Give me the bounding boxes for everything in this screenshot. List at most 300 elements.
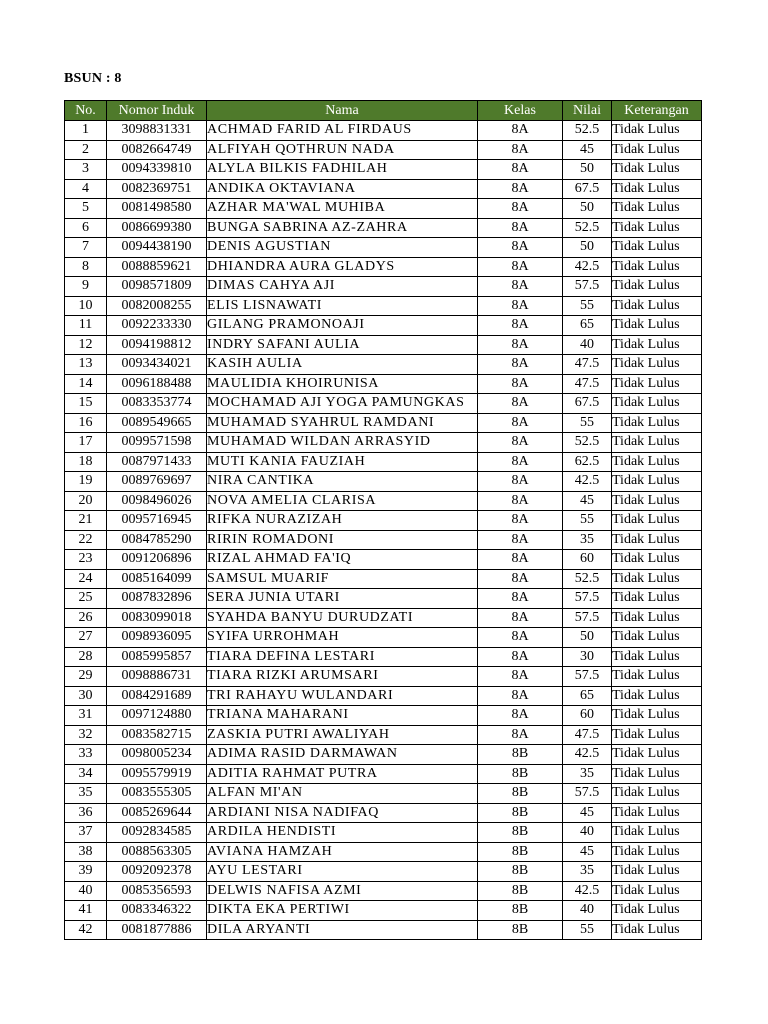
- column-header-nilai: Nilai: [563, 101, 612, 121]
- cell-nama: ANDIKA OKTAVIANA: [207, 179, 478, 199]
- cell-no: 34: [65, 764, 107, 784]
- cell-kelas: 8A: [478, 530, 563, 550]
- cell-keterangan: Tidak Lulus: [612, 725, 702, 745]
- cell-nama: DILA ARYANTI: [207, 920, 478, 940]
- cell-no: 24: [65, 569, 107, 589]
- cell-nilai: 60: [563, 550, 612, 570]
- table-row: [65, 199, 702, 219]
- cell-nilai: 35: [563, 530, 612, 550]
- table-row: [65, 608, 702, 628]
- cell-nilai: 65: [563, 686, 612, 706]
- cell-nomor-induk: 0098936095: [107, 628, 207, 648]
- cell-keterangan: Tidak Lulus: [612, 218, 702, 238]
- cell-nama: ARDILA HENDISTI: [207, 823, 478, 843]
- cell-no: 11: [65, 316, 107, 336]
- results-table: [64, 100, 702, 940]
- cell-nomor-induk: 0098496026: [107, 491, 207, 511]
- cell-keterangan: Tidak Lulus: [612, 472, 702, 492]
- table-row: [65, 569, 702, 589]
- cell-nomor-induk: 0091206896: [107, 550, 207, 570]
- cell-nama: TIARA RIZKI ARUMSARI: [207, 667, 478, 687]
- table-row: [65, 745, 702, 765]
- table-row: [65, 881, 702, 901]
- cell-no: 12: [65, 335, 107, 355]
- cell-nilai: 42.5: [563, 257, 612, 277]
- table-body: [65, 121, 702, 940]
- column-header-nomor-induk: Nomor Induk: [107, 101, 207, 121]
- cell-no: 31: [65, 706, 107, 726]
- cell-nomor-induk: 0099571598: [107, 433, 207, 453]
- cell-no: 4: [65, 179, 107, 199]
- cell-keterangan: Tidak Lulus: [612, 842, 702, 862]
- table-row: [65, 530, 702, 550]
- cell-nama: SAMSUL MUARIF: [207, 569, 478, 589]
- cell-no: 9: [65, 277, 107, 297]
- cell-no: 19: [65, 472, 107, 492]
- cell-keterangan: Tidak Lulus: [612, 335, 702, 355]
- cell-nomor-induk: 0088563305: [107, 842, 207, 862]
- cell-keterangan: Tidak Lulus: [612, 686, 702, 706]
- cell-kelas: 8A: [478, 140, 563, 160]
- cell-nama: DIKTA EKA PERTIWI: [207, 901, 478, 921]
- cell-nomor-induk: 0097124880: [107, 706, 207, 726]
- cell-nomor-induk: 0081498580: [107, 199, 207, 219]
- cell-keterangan: Tidak Lulus: [612, 433, 702, 453]
- table-row: [65, 374, 702, 394]
- table-header: [65, 101, 702, 121]
- cell-nomor-induk: 0094339810: [107, 160, 207, 180]
- cell-nilai: 40: [563, 335, 612, 355]
- cell-keterangan: Tidak Lulus: [612, 667, 702, 687]
- cell-keterangan: Tidak Lulus: [612, 355, 702, 375]
- cell-keterangan: Tidak Lulus: [612, 823, 702, 843]
- cell-keterangan: Tidak Lulus: [612, 257, 702, 277]
- cell-keterangan: Tidak Lulus: [612, 491, 702, 511]
- cell-no: 37: [65, 823, 107, 843]
- cell-no: 3: [65, 160, 107, 180]
- cell-kelas: 8A: [478, 472, 563, 492]
- table-row: [65, 823, 702, 843]
- cell-nilai: 55: [563, 296, 612, 316]
- cell-keterangan: Tidak Lulus: [612, 374, 702, 394]
- table-row: [65, 842, 702, 862]
- cell-nama: ALFAN MI'AN: [207, 784, 478, 804]
- cell-keterangan: Tidak Lulus: [612, 394, 702, 414]
- table-row: [65, 472, 702, 492]
- cell-keterangan: Tidak Lulus: [612, 277, 702, 297]
- cell-nomor-induk: 0093434021: [107, 355, 207, 375]
- cell-nilai: 42.5: [563, 881, 612, 901]
- cell-nama: AZHAR MA'WAL MUHIBA: [207, 199, 478, 219]
- column-header-keterangan: Keterangan: [612, 101, 702, 121]
- cell-keterangan: Tidak Lulus: [612, 764, 702, 784]
- cell-nomor-induk: 0095579919: [107, 764, 207, 784]
- cell-kelas: 8A: [478, 491, 563, 511]
- cell-nilai: 62.5: [563, 452, 612, 472]
- cell-nomor-induk: 0083582715: [107, 725, 207, 745]
- table-row: [65, 452, 702, 472]
- table-row: [65, 491, 702, 511]
- cell-kelas: 8B: [478, 920, 563, 940]
- cell-nilai: 30: [563, 647, 612, 667]
- cell-no: 16: [65, 413, 107, 433]
- cell-nilai: 65: [563, 316, 612, 336]
- cell-nomor-induk: 0094438190: [107, 238, 207, 258]
- cell-nomor-induk: 0096188488: [107, 374, 207, 394]
- cell-nomor-induk: 0085995857: [107, 647, 207, 667]
- cell-keterangan: Tidak Lulus: [612, 160, 702, 180]
- column-header-nama: Nama: [207, 101, 478, 121]
- cell-nama: TRIANA MAHARANI: [207, 706, 478, 726]
- cell-nilai: 45: [563, 842, 612, 862]
- cell-nilai: 52.5: [563, 121, 612, 141]
- cell-kelas: 8B: [478, 745, 563, 765]
- cell-kelas: 8A: [478, 433, 563, 453]
- cell-kelas: 8A: [478, 628, 563, 648]
- cell-nilai: 57.5: [563, 784, 612, 804]
- cell-nama: GILANG PRAMONOAJI: [207, 316, 478, 336]
- cell-kelas: 8A: [478, 647, 563, 667]
- cell-nama: MUHAMAD WILDAN ARRASYID: [207, 433, 478, 453]
- table-row: [65, 667, 702, 687]
- cell-nama: AVIANA HAMZAH: [207, 842, 478, 862]
- cell-nomor-induk: 0088859621: [107, 257, 207, 277]
- table-row: [65, 121, 702, 141]
- cell-keterangan: Tidak Lulus: [612, 140, 702, 160]
- cell-no: 30: [65, 686, 107, 706]
- cell-nama: INDRY SAFANI AULIA: [207, 335, 478, 355]
- cell-kelas: 8A: [478, 706, 563, 726]
- cell-nama: SERA JUNIA UTARI: [207, 589, 478, 609]
- cell-no: 15: [65, 394, 107, 414]
- cell-nilai: 52.5: [563, 433, 612, 453]
- cell-nilai: 35: [563, 764, 612, 784]
- cell-nama: DIMAS CAHYA AJI: [207, 277, 478, 297]
- cell-nilai: 55: [563, 413, 612, 433]
- cell-keterangan: Tidak Lulus: [612, 608, 702, 628]
- table-row: [65, 647, 702, 667]
- cell-nilai: 67.5: [563, 394, 612, 414]
- table-row: [65, 316, 702, 336]
- cell-nama: SYAHDA BANYU DURUDZATI: [207, 608, 478, 628]
- table-row: [65, 218, 702, 238]
- cell-no: 17: [65, 433, 107, 453]
- cell-nama: DENIS AGUSTIAN: [207, 238, 478, 258]
- cell-nilai: 57.5: [563, 608, 612, 628]
- cell-no: 8: [65, 257, 107, 277]
- cell-nomor-induk: 0098005234: [107, 745, 207, 765]
- table-row: [65, 706, 702, 726]
- table-row: [65, 335, 702, 355]
- cell-keterangan: Tidak Lulus: [612, 199, 702, 219]
- cell-kelas: 8A: [478, 179, 563, 199]
- cell-nomor-induk: 0087832896: [107, 589, 207, 609]
- cell-kelas: 8B: [478, 803, 563, 823]
- cell-no: 14: [65, 374, 107, 394]
- cell-nama: TRI RAHAYU WULANDARI: [207, 686, 478, 706]
- cell-kelas: 8A: [478, 569, 563, 589]
- cell-nomor-induk: 0084785290: [107, 530, 207, 550]
- cell-nomor-induk: 0083555305: [107, 784, 207, 804]
- table-row: [65, 862, 702, 882]
- table-row: [65, 257, 702, 277]
- column-header-kelas: Kelas: [478, 101, 563, 121]
- cell-kelas: 8A: [478, 686, 563, 706]
- cell-nama: ARDIANI NISA NADIFAQ: [207, 803, 478, 823]
- cell-nomor-induk: 0083346322: [107, 901, 207, 921]
- cell-kelas: 8A: [478, 316, 563, 336]
- cell-no: 21: [65, 511, 107, 531]
- cell-nama: DHIANDRA AURA GLADYS: [207, 257, 478, 277]
- cell-nilai: 60: [563, 706, 612, 726]
- cell-nomor-induk: 0098886731: [107, 667, 207, 687]
- cell-kelas: 8A: [478, 199, 563, 219]
- cell-nama: ADIMA RASID DARMAWAN: [207, 745, 478, 765]
- cell-nama: NIRA CANTIKA: [207, 472, 478, 492]
- cell-no: 26: [65, 608, 107, 628]
- cell-nilai: 52.5: [563, 218, 612, 238]
- cell-kelas: 8A: [478, 121, 563, 141]
- table-row: [65, 296, 702, 316]
- cell-kelas: 8B: [478, 881, 563, 901]
- cell-nomor-induk: 0092092378: [107, 862, 207, 882]
- cell-kelas: 8B: [478, 823, 563, 843]
- table-row: [65, 920, 702, 940]
- cell-kelas: 8B: [478, 764, 563, 784]
- cell-nilai: 47.5: [563, 355, 612, 375]
- cell-nama: AYU LESTARI: [207, 862, 478, 882]
- cell-nilai: 42.5: [563, 472, 612, 492]
- cell-nomor-induk: 0089549665: [107, 413, 207, 433]
- cell-nama: MAULIDIA KHOIRUNISA: [207, 374, 478, 394]
- cell-no: 38: [65, 842, 107, 862]
- cell-nama: ALFIYAH QOTHRUN NADA: [207, 140, 478, 160]
- table-row: [65, 686, 702, 706]
- cell-nomor-induk: 3098831331: [107, 121, 207, 141]
- cell-keterangan: Tidak Lulus: [612, 530, 702, 550]
- cell-nama: MUTI KANIA FAUZIAH: [207, 452, 478, 472]
- cell-nomor-induk: 0085356593: [107, 881, 207, 901]
- cell-kelas: 8A: [478, 277, 563, 297]
- column-header-no: No.: [65, 101, 107, 121]
- table-row: [65, 433, 702, 453]
- cell-no: 29: [65, 667, 107, 687]
- cell-nama: KASIH AULIA: [207, 355, 478, 375]
- cell-no: 2: [65, 140, 107, 160]
- cell-keterangan: Tidak Lulus: [612, 881, 702, 901]
- table-row: [65, 764, 702, 784]
- table-row: [65, 238, 702, 258]
- cell-keterangan: Tidak Lulus: [612, 296, 702, 316]
- cell-keterangan: Tidak Lulus: [612, 569, 702, 589]
- cell-kelas: 8A: [478, 394, 563, 414]
- cell-no: 6: [65, 218, 107, 238]
- cell-nomor-induk: 0085164099: [107, 569, 207, 589]
- cell-kelas: 8B: [478, 842, 563, 862]
- cell-no: 41: [65, 901, 107, 921]
- cell-keterangan: Tidak Lulus: [612, 316, 702, 336]
- cell-nomor-induk: 0084291689: [107, 686, 207, 706]
- cell-no: 36: [65, 803, 107, 823]
- cell-no: 42: [65, 920, 107, 940]
- table-row: [65, 140, 702, 160]
- cell-nomor-induk: 0095716945: [107, 511, 207, 531]
- cell-nomor-induk: 0098571809: [107, 277, 207, 297]
- cell-nilai: 50: [563, 199, 612, 219]
- table-row: [65, 589, 702, 609]
- cell-nama: RIFKA NURAZIZAH: [207, 511, 478, 531]
- cell-keterangan: Tidak Lulus: [612, 784, 702, 804]
- cell-keterangan: Tidak Lulus: [612, 920, 702, 940]
- cell-nomor-induk: 0082369751: [107, 179, 207, 199]
- cell-keterangan: Tidak Lulus: [612, 862, 702, 882]
- cell-keterangan: Tidak Lulus: [612, 589, 702, 609]
- cell-nama: ZASKIA PUTRI AWALIYAH: [207, 725, 478, 745]
- cell-nama: MUHAMAD SYAHRUL RAMDANI: [207, 413, 478, 433]
- table-row: [65, 784, 702, 804]
- cell-keterangan: Tidak Lulus: [612, 238, 702, 258]
- cell-no: 32: [65, 725, 107, 745]
- cell-kelas: 8A: [478, 335, 563, 355]
- cell-nomor-induk: 0086699380: [107, 218, 207, 238]
- table-row: [65, 511, 702, 531]
- cell-nilai: 45: [563, 803, 612, 823]
- cell-kelas: 8A: [478, 452, 563, 472]
- cell-kelas: 8A: [478, 374, 563, 394]
- cell-keterangan: Tidak Lulus: [612, 121, 702, 141]
- cell-nilai: 57.5: [563, 277, 612, 297]
- cell-nilai: 47.5: [563, 374, 612, 394]
- cell-kelas: 8B: [478, 784, 563, 804]
- cell-kelas: 8B: [478, 901, 563, 921]
- cell-kelas: 8A: [478, 550, 563, 570]
- cell-nomor-induk: 0092834585: [107, 823, 207, 843]
- cell-nilai: 40: [563, 823, 612, 843]
- cell-kelas: 8A: [478, 296, 563, 316]
- cell-nama: TIARA DEFINA LESTARI: [207, 647, 478, 667]
- cell-keterangan: Tidak Lulus: [612, 803, 702, 823]
- cell-kelas: 8A: [478, 511, 563, 531]
- cell-nama: NOVA AMELIA CLARISA: [207, 491, 478, 511]
- cell-nilai: 67.5: [563, 179, 612, 199]
- cell-nama: ADITIA RAHMAT PUTRA: [207, 764, 478, 784]
- cell-kelas: 8A: [478, 589, 563, 609]
- cell-kelas: 8A: [478, 413, 563, 433]
- cell-keterangan: Tidak Lulus: [612, 511, 702, 531]
- cell-nilai: 45: [563, 491, 612, 511]
- table-row: [65, 355, 702, 375]
- table-row: [65, 628, 702, 648]
- cell-no: 39: [65, 862, 107, 882]
- table-row: [65, 725, 702, 745]
- cell-nama: ELIS LISNAWATI: [207, 296, 478, 316]
- document-title: BSUN : 8: [64, 71, 122, 86]
- cell-no: 10: [65, 296, 107, 316]
- cell-nomor-induk: 0089769697: [107, 472, 207, 492]
- cell-nomor-induk: 0083099018: [107, 608, 207, 628]
- cell-no: 23: [65, 550, 107, 570]
- cell-keterangan: Tidak Lulus: [612, 452, 702, 472]
- cell-no: 33: [65, 745, 107, 765]
- cell-no: 13: [65, 355, 107, 375]
- cell-nilai: 47.5: [563, 725, 612, 745]
- cell-nilai: 50: [563, 238, 612, 258]
- cell-keterangan: Tidak Lulus: [612, 413, 702, 433]
- table-row: [65, 803, 702, 823]
- cell-no: 18: [65, 452, 107, 472]
- cell-nama: ACHMAD FARID AL FIRDAUS: [207, 121, 478, 141]
- cell-nilai: 57.5: [563, 667, 612, 687]
- table-row: [65, 160, 702, 180]
- cell-nilai: 42.5: [563, 745, 612, 765]
- cell-nilai: 40: [563, 901, 612, 921]
- cell-kelas: 8A: [478, 218, 563, 238]
- cell-keterangan: Tidak Lulus: [612, 179, 702, 199]
- cell-kelas: 8A: [478, 355, 563, 375]
- cell-nama: ALYLA BILKIS FADHILAH: [207, 160, 478, 180]
- cell-nama: DELWIS NAFISA AZMI: [207, 881, 478, 901]
- cell-no: 40: [65, 881, 107, 901]
- cell-no: 7: [65, 238, 107, 258]
- cell-kelas: 8A: [478, 608, 563, 628]
- cell-nama: BUNGA SABRINA AZ-ZAHRA: [207, 218, 478, 238]
- cell-no: 20: [65, 491, 107, 511]
- cell-keterangan: Tidak Lulus: [612, 745, 702, 765]
- header-row: [65, 101, 702, 121]
- cell-kelas: 8A: [478, 725, 563, 745]
- cell-nama: RIRIN ROMADONI: [207, 530, 478, 550]
- cell-nama: SYIFA URROHMAH: [207, 628, 478, 648]
- cell-no: 27: [65, 628, 107, 648]
- cell-kelas: 8B: [478, 862, 563, 882]
- cell-nomor-induk: 0092233330: [107, 316, 207, 336]
- cell-nilai: 52.5: [563, 569, 612, 589]
- cell-no: 5: [65, 199, 107, 219]
- cell-nomor-induk: 0085269644: [107, 803, 207, 823]
- cell-kelas: 8A: [478, 238, 563, 258]
- cell-no: 25: [65, 589, 107, 609]
- cell-keterangan: Tidak Lulus: [612, 628, 702, 648]
- cell-nomor-induk: 0082008255: [107, 296, 207, 316]
- table-row: [65, 394, 702, 414]
- cell-nilai: 57.5: [563, 589, 612, 609]
- table-row: [65, 901, 702, 921]
- cell-nomor-induk: 0094198812: [107, 335, 207, 355]
- cell-nilai: 55: [563, 920, 612, 940]
- table-row: [65, 550, 702, 570]
- table-row: [65, 179, 702, 199]
- cell-keterangan: Tidak Lulus: [612, 706, 702, 726]
- cell-nilai: 50: [563, 160, 612, 180]
- cell-keterangan: Tidak Lulus: [612, 550, 702, 570]
- cell-no: 1: [65, 121, 107, 141]
- cell-nilai: 35: [563, 862, 612, 882]
- cell-nilai: 45: [563, 140, 612, 160]
- cell-nama: RIZAL AHMAD FA'IQ: [207, 550, 478, 570]
- cell-no: 35: [65, 784, 107, 804]
- cell-no: 28: [65, 647, 107, 667]
- cell-nomor-induk: 0087971433: [107, 452, 207, 472]
- cell-keterangan: Tidak Lulus: [612, 901, 702, 921]
- cell-nomor-induk: 0081877886: [107, 920, 207, 940]
- cell-kelas: 8A: [478, 160, 563, 180]
- cell-nilai: 55: [563, 511, 612, 531]
- cell-keterangan: Tidak Lulus: [612, 647, 702, 667]
- cell-kelas: 8A: [478, 257, 563, 277]
- cell-kelas: 8A: [478, 667, 563, 687]
- cell-nilai: 50: [563, 628, 612, 648]
- table-row: [65, 413, 702, 433]
